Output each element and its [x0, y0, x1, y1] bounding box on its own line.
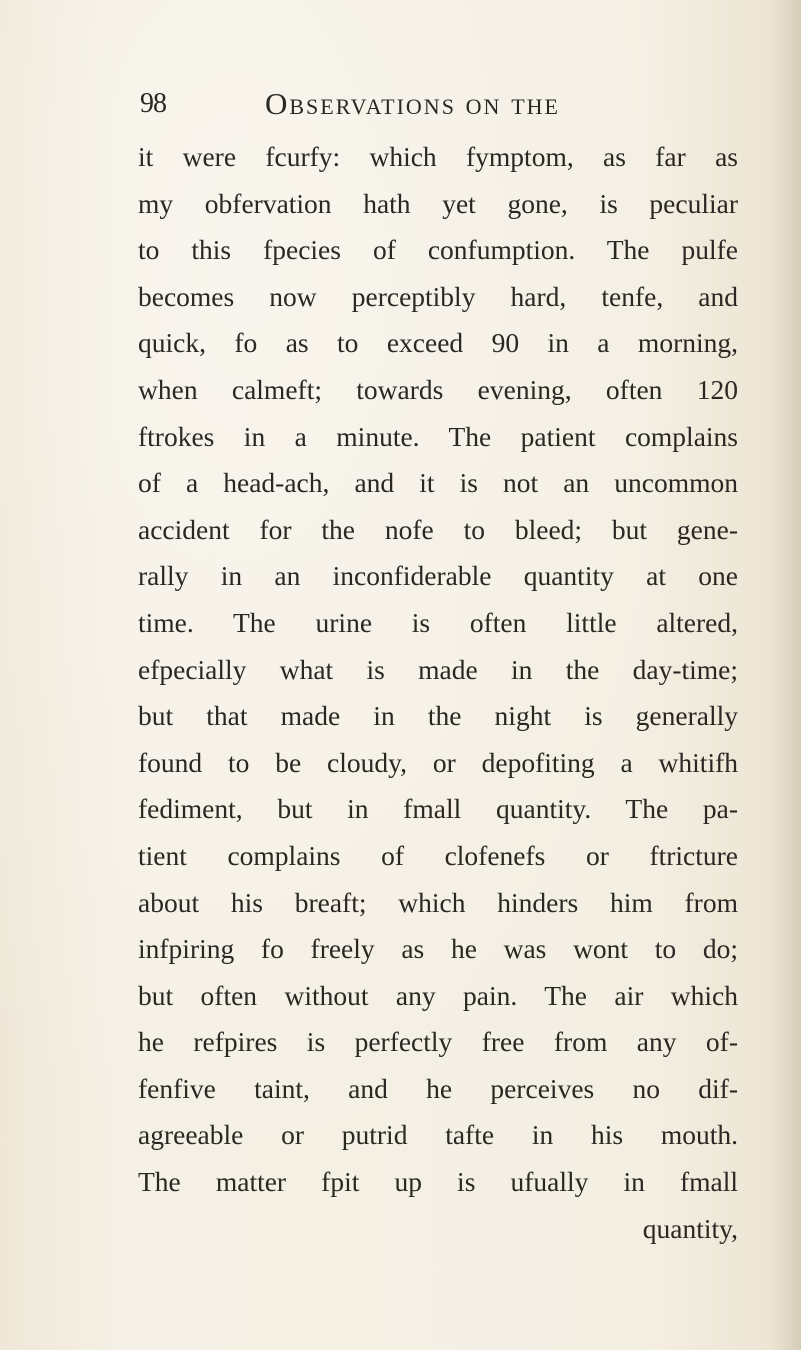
text-line: it were fcurfy: which fymptom, as far as — [138, 141, 738, 172]
text-line: when calmeft; towards evening, often 120 — [138, 373, 738, 405]
text-line: but that made in the night is generally — [138, 700, 738, 732]
text-line: The matter fpit up is ufually in fmall — [138, 1166, 738, 1198]
text-line: efpecially what is made in the day-time; — [138, 653, 738, 685]
text-line: tient complains of clofenefs or ftricture — [138, 839, 738, 871]
text-line: ftrokes in a minute. The patient complains — [138, 420, 738, 452]
text-line: agreeable or putrid tafte in his mouth. — [138, 1119, 738, 1151]
text-line: rally in an inconfiderable quantity at one — [138, 560, 738, 592]
running-head-title: Observations on the — [265, 86, 560, 121]
text-line: infpiring fo freely as he was wont to do; — [138, 933, 738, 965]
catchword: quantity, — [642, 1212, 738, 1244]
text-line: he refpires is perfectly free from any of- — [138, 1026, 738, 1058]
text-line: to this fpecies of confumption. The pulfe — [138, 234, 738, 266]
body-text — [138, 134, 738, 1252]
page-number: 98 — [140, 88, 166, 119]
text-line: but often without any pain. The air which — [138, 979, 738, 1011]
page-edge-shadow — [771, 0, 801, 1350]
text-line: time. The urine is often little altered, — [138, 606, 738, 638]
text-line: quick, fo as to exceed 90 in a morning, — [138, 327, 738, 359]
text-line: accident for the nofe to bleed; but gene- — [138, 513, 738, 545]
text-line: fenfive taint, and he perceives no dif- — [138, 1072, 738, 1104]
text-line: found to be cloudy, or depofiting a whitifh — [138, 746, 738, 778]
text-line: my obfervation hath yet gone, is peculiar — [138, 187, 738, 219]
text-line: of a head-ach, and it is not an uncommon — [138, 467, 738, 499]
text-line: fediment, but in fmall quantity. The pa- — [138, 793, 738, 825]
running-head — [140, 84, 740, 124]
text-line: about his breaft; which hinders him from — [138, 886, 738, 918]
text-line: becomes now perceptibly hard, tenfe, and — [138, 280, 738, 312]
